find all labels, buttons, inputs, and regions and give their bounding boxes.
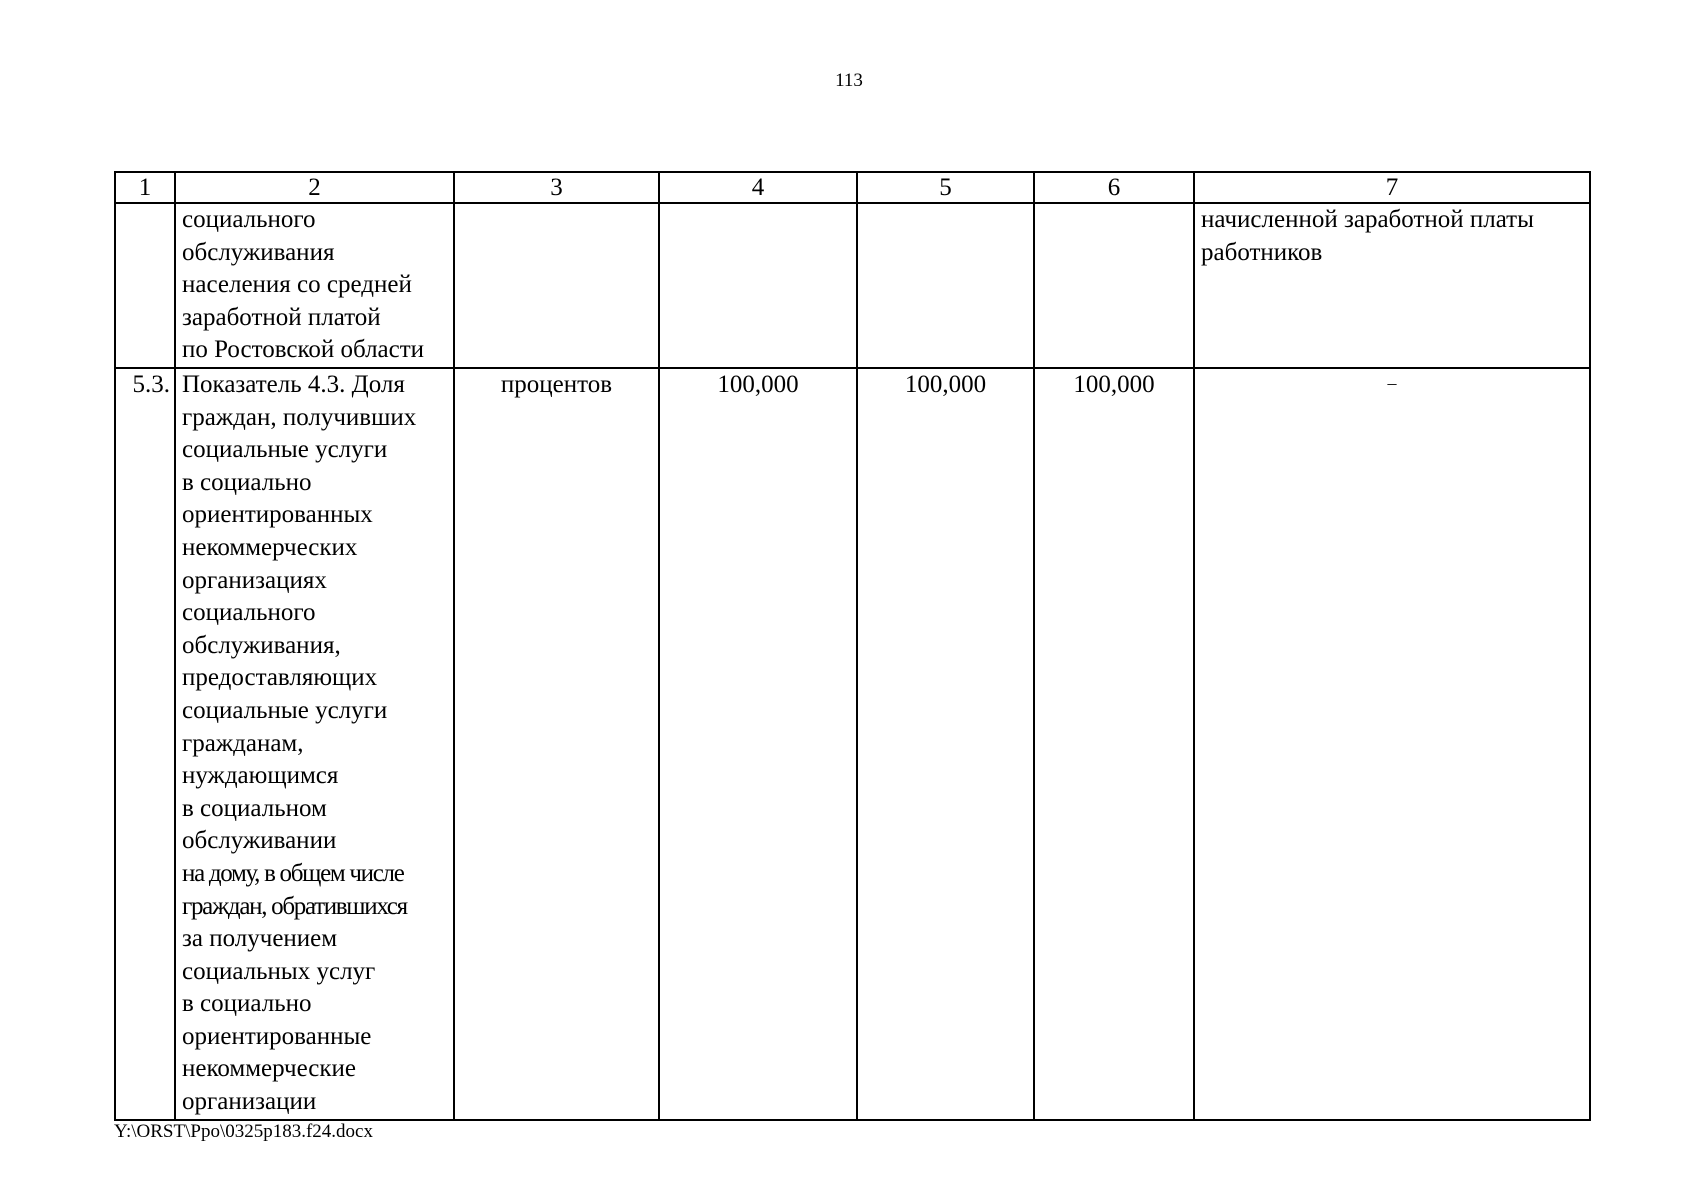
table-row-5-3: [115, 368, 1590, 1120]
indicator-name-line: социальных услуг: [182, 957, 376, 985]
indicator-name-line: обслуживании: [182, 827, 337, 855]
indicator-name-line: некоммерческих: [182, 533, 358, 561]
page-number: 113: [835, 70, 863, 91]
indicator-name-line: в социально: [182, 468, 312, 496]
indicator-name-line: некоммерческие: [182, 1055, 356, 1083]
column-header-3: 3: [454, 172, 659, 203]
row-number-cell: 5.3.: [115, 368, 175, 1120]
indicator-name-line: нуждающимся: [182, 762, 339, 790]
column-header-1: 1: [115, 172, 175, 203]
indicator-name-line: обслуживания: [182, 238, 335, 266]
indicator-name-line: в социально: [182, 990, 312, 1018]
note-line: начисленной заработной платы: [1201, 206, 1534, 233]
indicator-name-line: населения со средней: [182, 271, 412, 299]
value-cell-6: 100,000: [1034, 368, 1194, 1120]
indicator-name-line: в социальном: [182, 794, 327, 822]
table-row-continuation: [115, 203, 1590, 368]
column-header-4: 4: [659, 172, 857, 203]
unit-cell: процентов: [454, 368, 659, 1120]
value-cell-4: [659, 203, 857, 368]
indicator-name-line: за получением: [182, 925, 338, 953]
row-number-cell: [115, 203, 175, 368]
table-header-row: [115, 172, 1590, 203]
value-cell-5: 100,000: [857, 368, 1034, 1120]
indicator-table: [114, 171, 1591, 1121]
value-cell-5: [857, 203, 1034, 368]
note-cell: [1194, 203, 1590, 368]
indicator-name-line: на дому, в общем числе: [182, 859, 404, 887]
indicator-name-line: ориентированные: [182, 1022, 372, 1050]
note-cell: –: [1194, 368, 1590, 1120]
indicator-name-line: по Ростовской области: [182, 336, 425, 364]
indicator-name-line: заработной платой: [182, 303, 381, 331]
indicator-name-line: Показатель 4.3. Доля: [182, 371, 405, 398]
column-header-2: 2: [175, 172, 454, 203]
indicator-name-line: организациях: [182, 566, 327, 594]
indicator-name-line: организации: [182, 1088, 317, 1116]
indicator-name-line: социальные услуги: [182, 436, 388, 464]
column-header-7: 7: [1194, 172, 1590, 203]
column-header-6: 6: [1034, 172, 1194, 203]
indicator-name-line: социального: [182, 206, 316, 233]
indicator-name-line: социальные услуги: [182, 696, 388, 724]
value-cell-4: 100,000: [659, 368, 857, 1120]
indicator-name-line: гражданам,: [182, 729, 304, 757]
indicator-name-cell: [175, 203, 454, 368]
indicator-name-line: граждан, обратившихся: [182, 892, 407, 920]
note-line: работников: [1201, 238, 1323, 266]
indicator-name-line: граждан, получивших: [182, 403, 417, 431]
indicator-name-line: обслуживания,: [182, 631, 341, 659]
footer-file-path: Y:\ORST\Ppo\0325p183.f24.docx: [114, 1121, 373, 1142]
column-header-5: 5: [857, 172, 1034, 203]
value-cell-6: [1034, 203, 1194, 368]
indicator-name-cell: [175, 368, 454, 1120]
indicator-name-line: предоставляющих: [182, 664, 378, 692]
indicator-name-line: социального: [182, 599, 316, 627]
unit-cell: [454, 203, 659, 368]
indicator-name-line: ориентированных: [182, 501, 373, 529]
